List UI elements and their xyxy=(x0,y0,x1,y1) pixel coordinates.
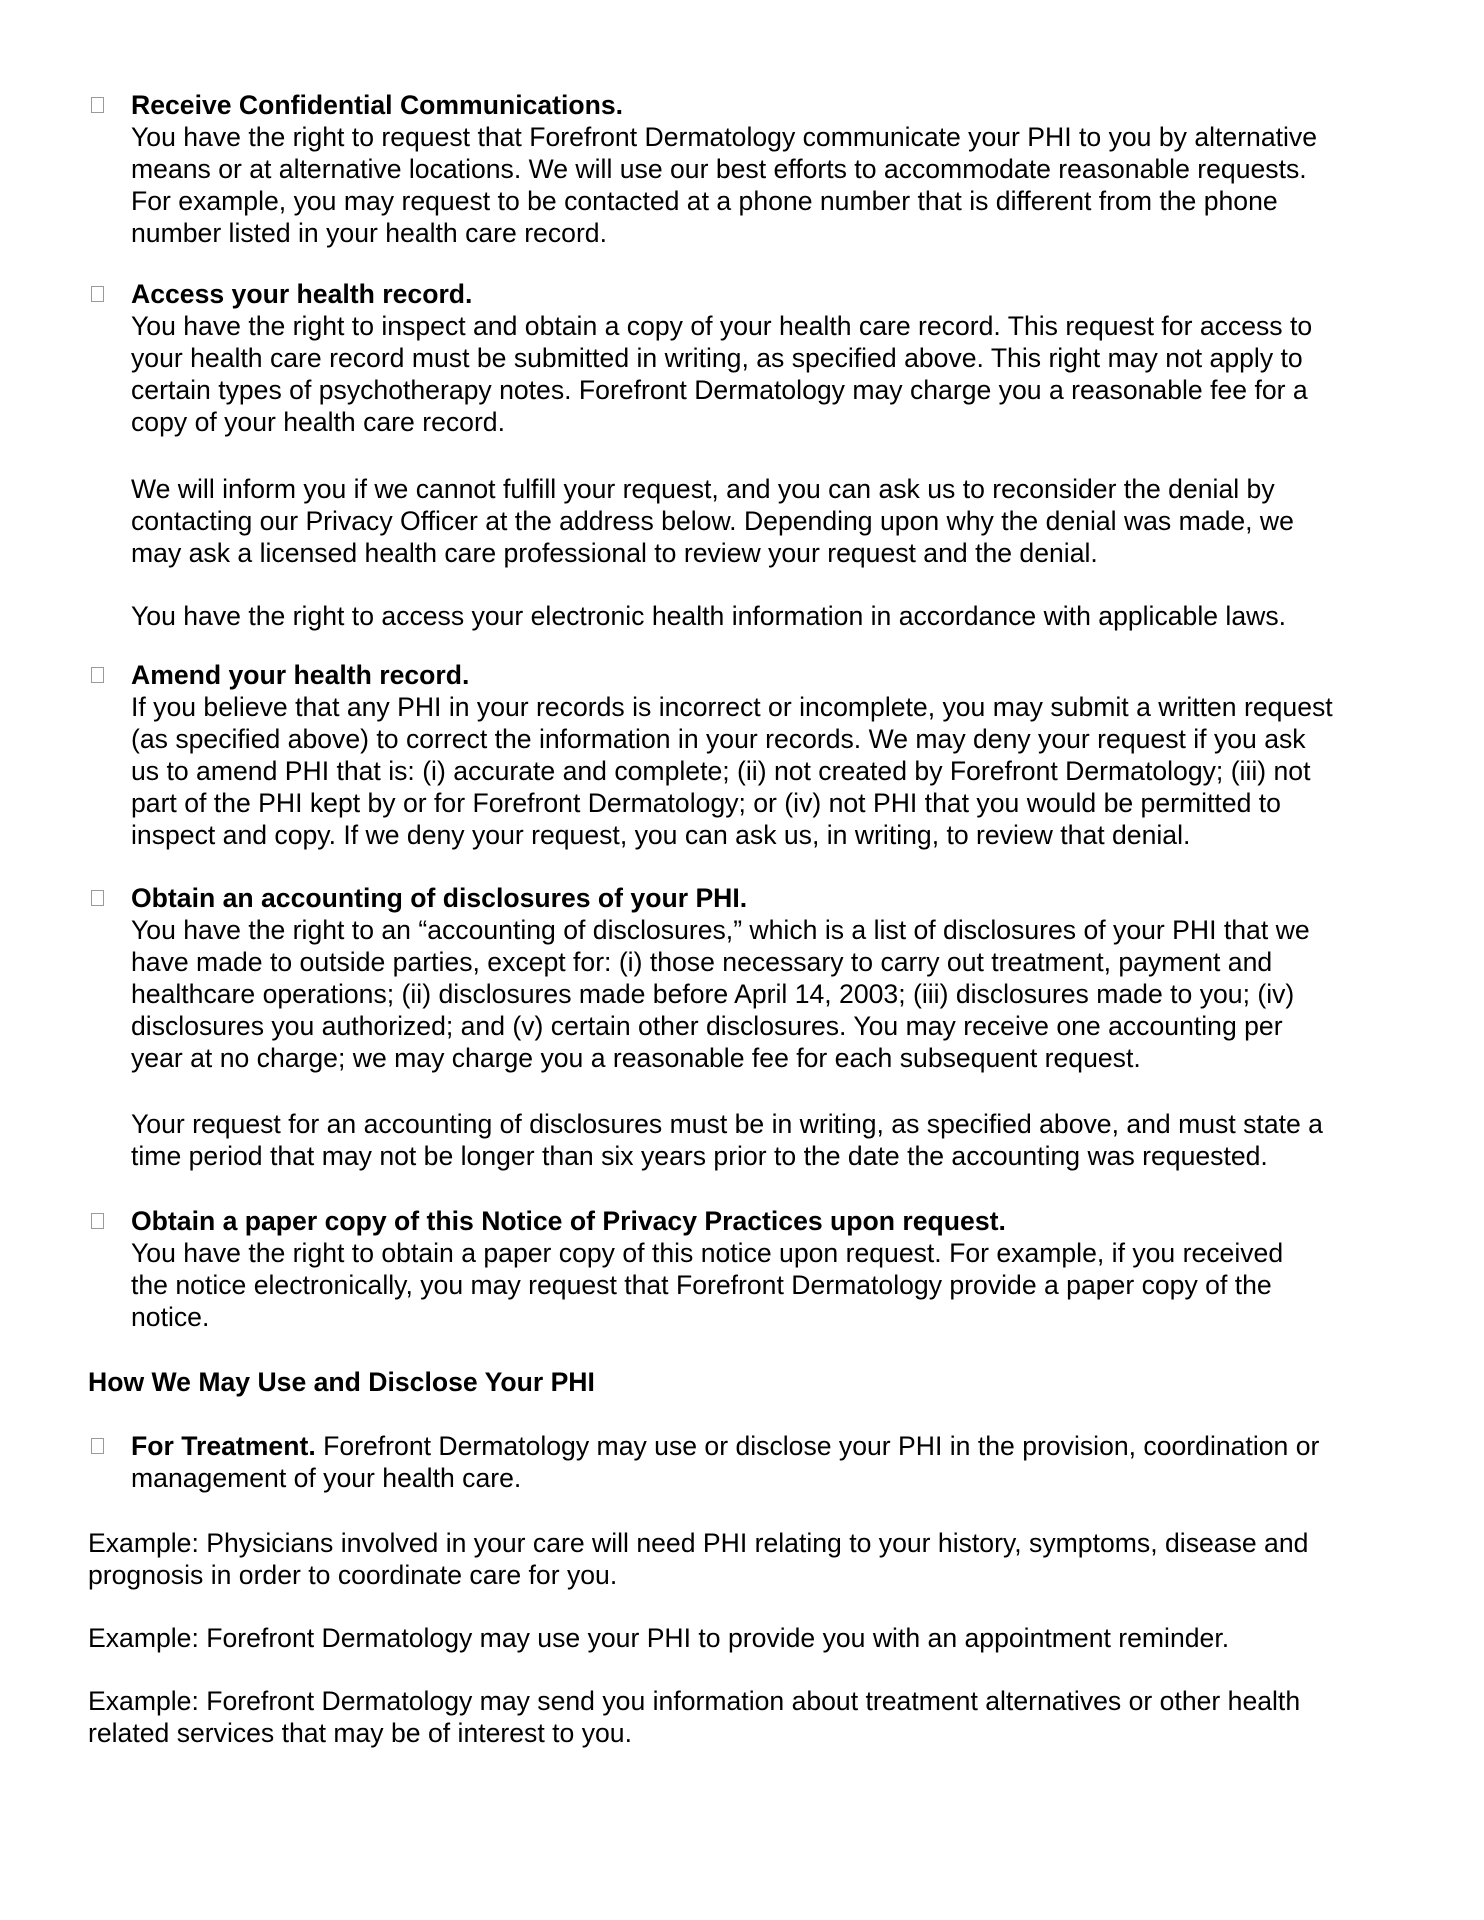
body-line: You have the right to an “accounting of disclosures,” which is a list of disclosures of your PHI that we xyxy=(131,915,1310,945)
body-line: You have the right to request that Forefront Dermatology communicate your PHI to you by alternative xyxy=(131,122,1318,152)
body-line: have made to outside parties, except for: (i) those necessary to carry out treatment, payment and xyxy=(131,947,1273,977)
section-for-treatment xyxy=(131,1430,1319,1494)
access-denial-paragraph xyxy=(131,473,1294,569)
treatment-text: Forefront Dermatology may use or disclose your PHI in the provision, coordination or xyxy=(315,1431,1320,1461)
section-heading: Obtain a paper copy of this Notice of Privacy Practices upon request. xyxy=(131,1206,1006,1236)
section-amend-health-record xyxy=(131,659,1333,851)
body-line: (as specified above) to correct the information in your records. We may deny your request if you ask xyxy=(131,724,1306,754)
bullet-square-icon xyxy=(91,1213,104,1229)
access-electronic-paragraph xyxy=(131,600,1286,632)
body-line: Your request for an accounting of disclosures must be in writing, as specified above, and must state a xyxy=(131,1109,1323,1139)
body-line: Example: Forefront Dermatology may use your PHI to provide you with an appointment reminder. xyxy=(88,1623,1230,1653)
body-line: You have the right to access your electronic health information in accordance with applicable laws. xyxy=(131,601,1287,631)
body-line: You have the right to obtain a paper copy of this notice upon request. For example, if you received xyxy=(131,1238,1284,1268)
body-line: healthcare operations; (ii) disclosures made before April 14, 2003; (iii) disclosures made to you; (iv) xyxy=(131,979,1295,1009)
body-line: If you believe that any PHI in your records is incorrect or incomplete, you may submit a written request xyxy=(131,692,1333,722)
section-title: How We May Use and Disclose Your PHI xyxy=(88,1367,595,1397)
bullet-square-icon xyxy=(91,286,104,302)
body-line: Example: Physicians involved in your care will need PHI relating to your history, symptoms, disease and xyxy=(88,1528,1309,1558)
example-treatment-alternatives xyxy=(88,1685,1300,1749)
example-physicians xyxy=(88,1527,1308,1591)
section-heading: Amend your health record. xyxy=(131,660,470,690)
body-line: Example: Forefront Dermatology may send you information about treatment alternatives or other health xyxy=(88,1686,1301,1716)
bullet-square-icon xyxy=(91,97,104,113)
section-access-health-record xyxy=(131,278,1312,438)
body-line: notice. xyxy=(131,1302,210,1332)
body-line: year at no charge; we may charge you a reasonable fee for each subsequent request. xyxy=(131,1043,1141,1073)
treatment-line xyxy=(131,1430,1319,1462)
body-line: You have the right to inspect and obtain a copy of your health care record. This request for access to xyxy=(131,311,1313,341)
body-line: management of your health care. xyxy=(131,1463,522,1493)
treatment-label: For Treatment. xyxy=(131,1431,316,1461)
body-line: related services that may be of interest to you. xyxy=(88,1718,632,1748)
body-line: us to amend PHI that is: (i) accurate and complete; (ii) not created by Forefront Dermatology; (iii) not xyxy=(131,756,1311,786)
body-line: certain types of psychotherapy notes. Forefront Dermatology may charge you a reasonable fee for a xyxy=(131,375,1308,405)
accounting-request-paragraph xyxy=(131,1108,1323,1172)
section-heading: Receive Confidential Communications. xyxy=(131,90,624,120)
bullet-square-icon xyxy=(91,1438,104,1454)
body-line: prognosis in order to coordinate care for you. xyxy=(88,1560,618,1590)
body-line: may ask a licensed health care professional to review your request and the denial. xyxy=(131,538,1098,568)
section-accounting-disclosures xyxy=(131,882,1310,1074)
body-line: inspect and copy. If we deny your request, you can ask us, in writing, to review that denial. xyxy=(131,820,1191,850)
body-line: number listed in your health care record. xyxy=(131,218,607,248)
bullet-square-icon xyxy=(91,890,104,906)
use-disclose-heading-block xyxy=(88,1366,595,1398)
section-confidential-communications xyxy=(131,89,1317,249)
body-line: We will inform you if we cannot fulfill your request, and you can ask us to reconsider the denial by xyxy=(131,474,1275,504)
section-heading: Obtain an accounting of disclosures of your PHI. xyxy=(131,883,748,913)
body-line: means or at alternative locations. We will use our best efforts to accommodate reasonable requests. xyxy=(131,154,1307,184)
body-line: For example, you may request to be contacted at a phone number that is different from the phone xyxy=(131,186,1278,216)
body-line: part of the PHI kept by or for Forefront Dermatology; or (iv) not PHI that you would be permitted to xyxy=(131,788,1281,818)
body-line: copy of your health care record. xyxy=(131,407,505,437)
body-line: disclosures you authorized; and (v) certain other disclosures. You may receive one accounting per xyxy=(131,1011,1283,1041)
body-line: your health care record must be submitted in writing, as specified above. This right may not apply to xyxy=(131,343,1303,373)
body-line: time period that may not be longer than six years prior to the date the accounting was requested. xyxy=(131,1141,1268,1171)
section-heading: Access your health record. xyxy=(131,279,473,309)
example-appointment-reminder xyxy=(88,1622,1229,1654)
body-line: the notice electronically, you may request that Forefront Dermatology provide a paper copy of the xyxy=(131,1270,1272,1300)
bullet-square-icon xyxy=(91,667,104,683)
section-paper-copy xyxy=(131,1205,1283,1333)
body-line: contacting our Privacy Officer at the address below. Depending upon why the denial was made, we xyxy=(131,506,1294,536)
